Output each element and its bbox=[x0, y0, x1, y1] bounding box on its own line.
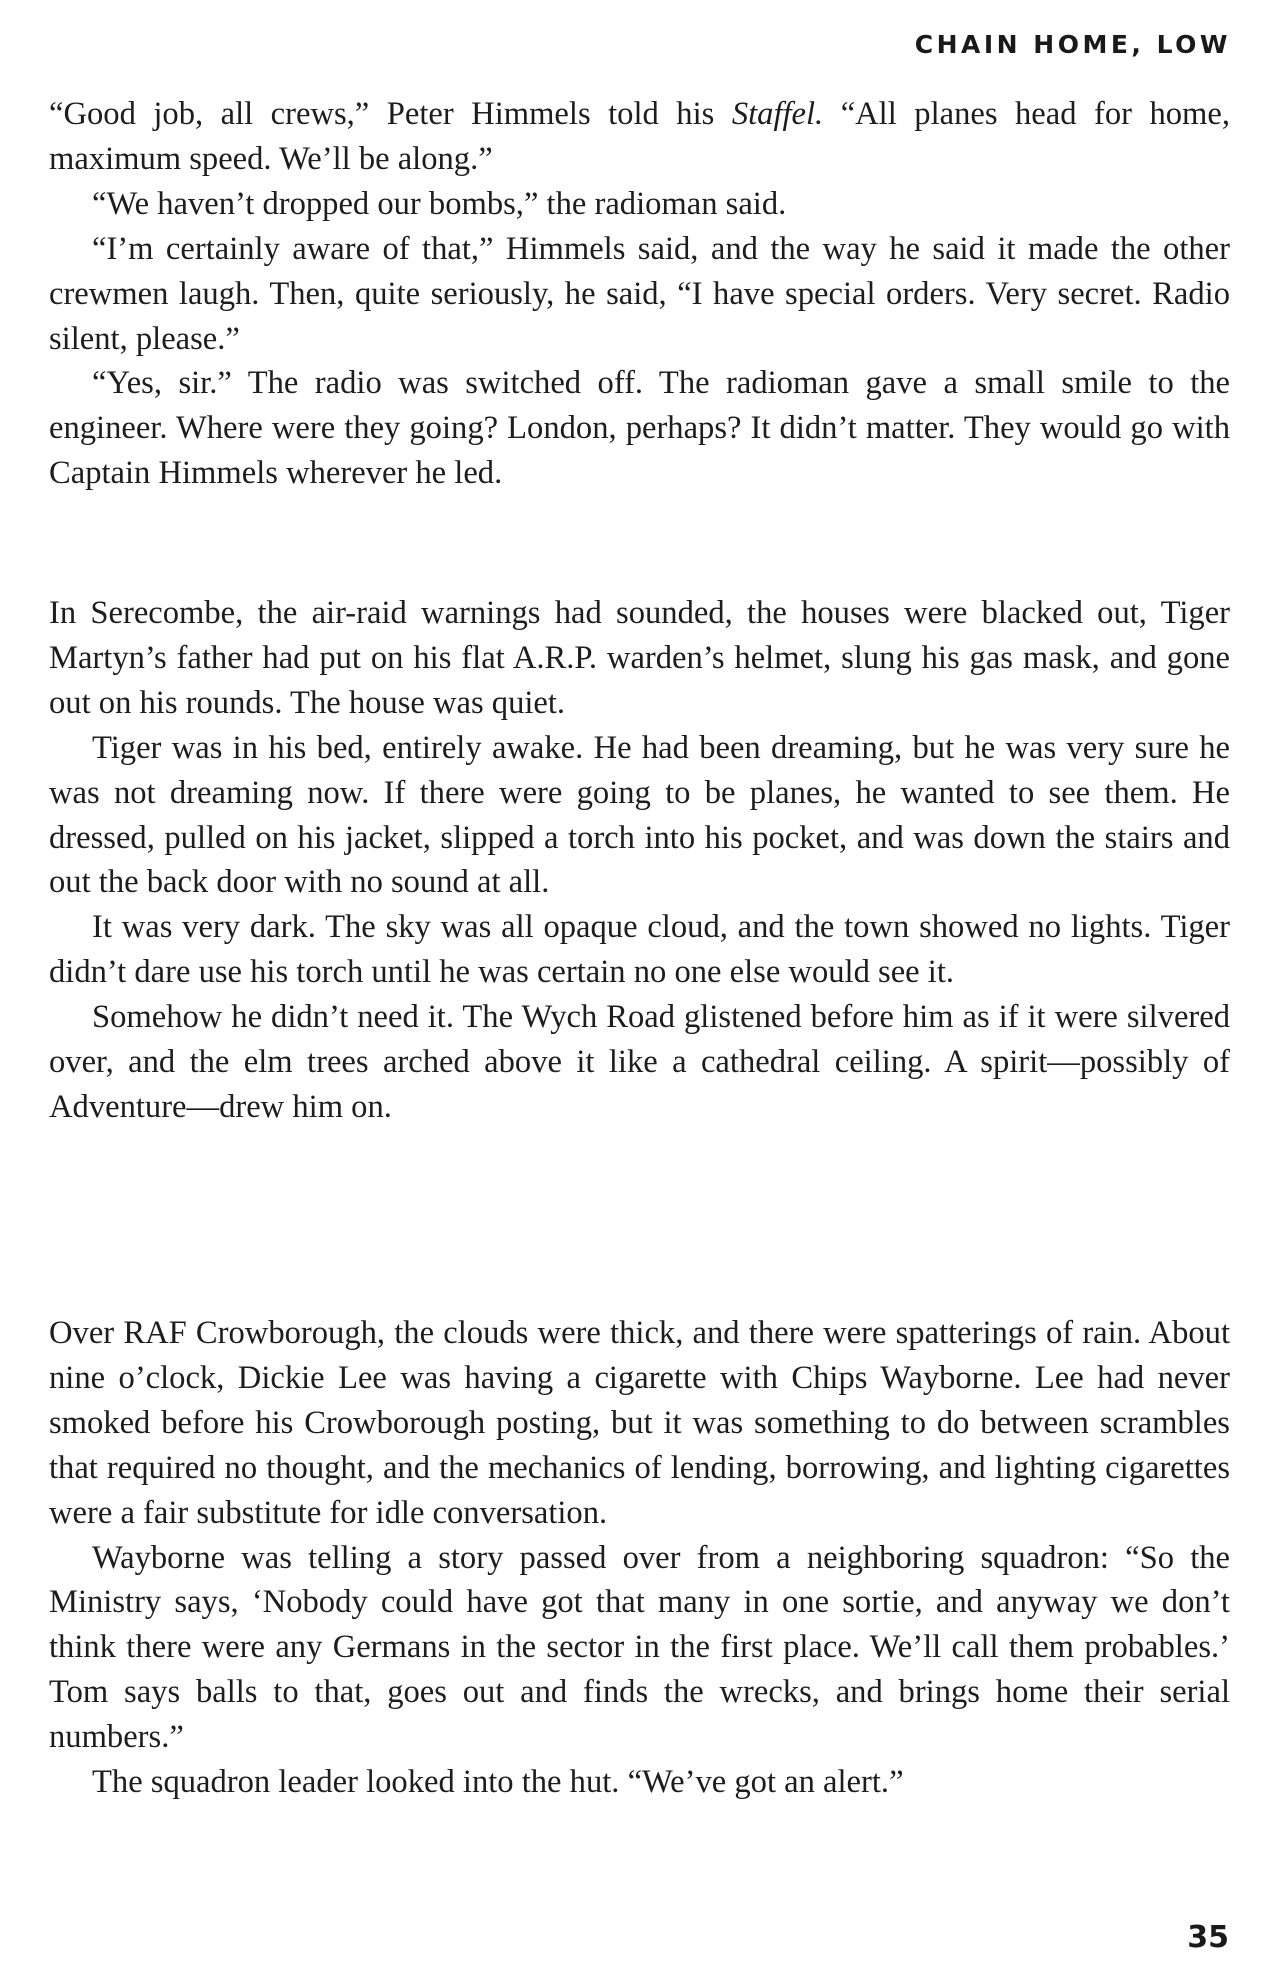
paragraph: “Yes, sir.” The radio was switched off. The radioman gave a small smile to the engineer. Where were they going? London, perhaps? It didn’t matter. They would go with Captain Himmels wherever he led. bbox=[49, 365, 1230, 492]
paragraph: Over RAF Crowborough, the clouds were thick, and there were spatterings of rain. About nine o’clock, Dickie Lee was having a cigarette with Chips Wayborne. Lee had never smoked before his Crowborough posting, but it was something to do between scrambles that required no thought, and the mechanics of lending, borrowing, and lighting cigarettes were a fair substitute for idle conversation. bbox=[49, 1315, 1230, 1531]
section-2 bbox=[49, 591, 1230, 1130]
running-head: CHAIN HOME, LOW bbox=[914, 30, 1231, 59]
paragraph: In Serecombe, the air-raid warnings had sounded, the houses were blacked out, Tiger Martyn’s father had put on his flat A.R.P. warden’s helmet, slung his gas mask, and gone out on his rounds. The house was quiet. bbox=[49, 595, 1230, 721]
italic-term: Staffel. bbox=[731, 96, 824, 132]
paragraph: “We haven’t dropped our bombs,” the radioman said. bbox=[92, 185, 787, 222]
paragraph: Wayborne was telling a story passed over from a neighboring squadron: “So the Ministry says, ‘Nobody could have got that many in one sortie, and anyway we don’t think there were any Germans in the sector in the first place. We’ll call them probables.’ Tom says balls to that, goes out and finds the wrecks, and brings home their serial numbers.” bbox=[49, 1539, 1230, 1756]
page-number: 35 bbox=[1187, 1920, 1229, 1955]
paragraph bbox=[49, 92, 1230, 182]
paragraph: “I’m certainly aware of that,” Himmels said, and the way he said it made the other crewmen laugh. Then, quite seriously, he said, “I have special orders. Very secret. Radio silent, please.” bbox=[49, 230, 1230, 357]
paragraph-text: “Good job, all crews,” Peter Himmels told his bbox=[49, 96, 732, 132]
paragraph: Somehow he didn’t need it. The Wych Road glistened before him as if it were silvered over, and the elm trees arched above it like a cathedral ceiling. A spirit—possibly of Adventure—drew him on. bbox=[49, 999, 1230, 1125]
paragraph: Tiger was in his bed, entirely awake. He had been dreaming, but he was very sure he was not dreaming now. If there were going to be planes, he wanted to see them. He dressed, pulled on his jacket, slipped a torch into his pocket, and was down the stairs and out the back door with no sound at all. bbox=[49, 729, 1230, 901]
section-3 bbox=[49, 1311, 1230, 1805]
section-1 bbox=[49, 92, 1230, 496]
paragraph: It was very dark. The sky was all opaque cloud, and the town showed no lights. Tiger didn’t dare use his torch until he was certain no one else would see it. bbox=[49, 909, 1230, 991]
paragraph-text: “All planes head for home, maximum speed. We’ll be along.” bbox=[49, 96, 1230, 177]
paragraph: The squadron leader looked into the hut. “We’ve got an alert.” bbox=[92, 1764, 904, 1801]
